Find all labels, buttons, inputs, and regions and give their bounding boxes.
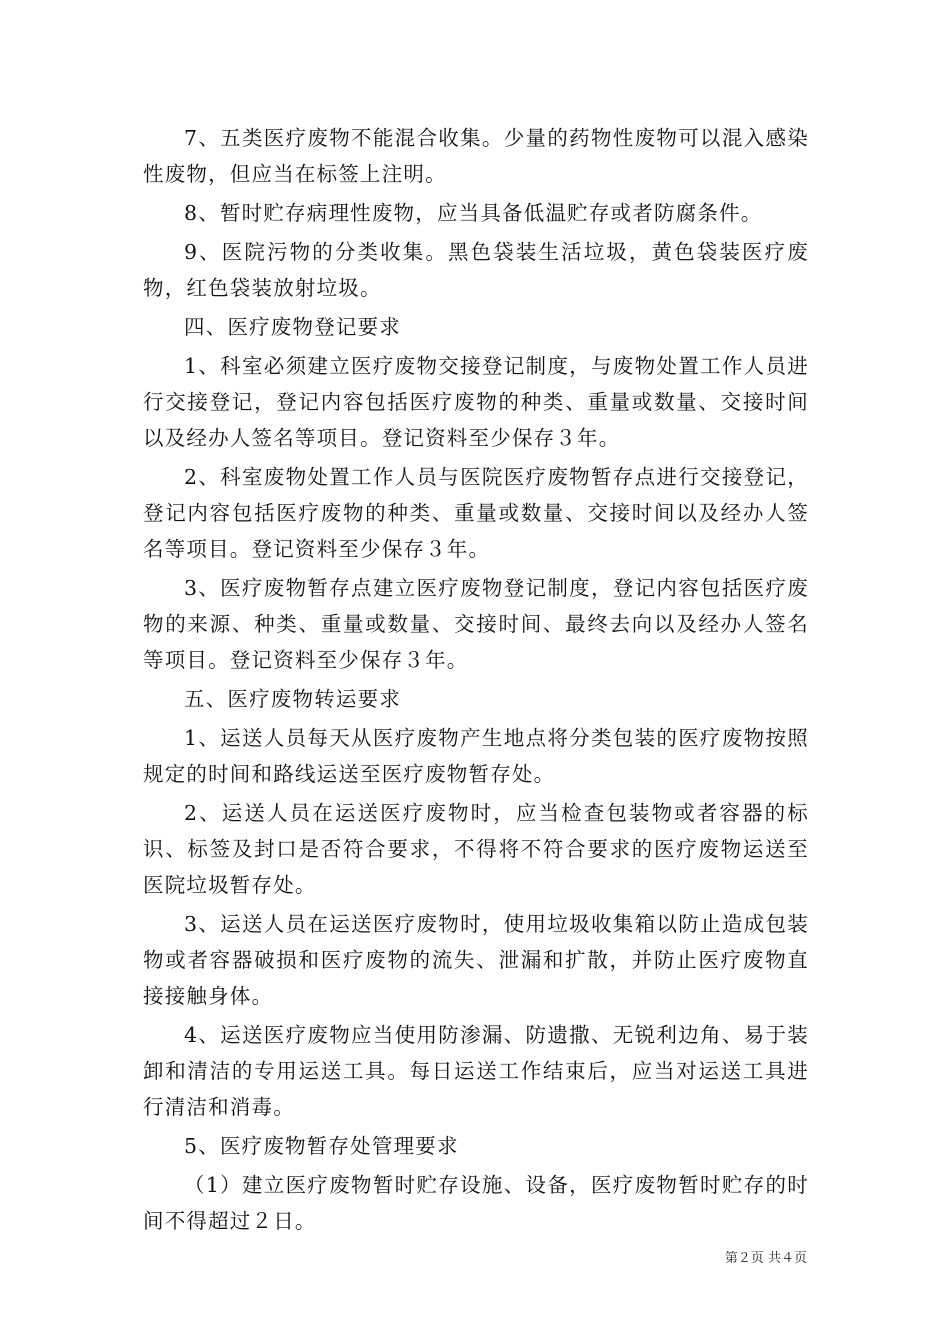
section-heading-registration: 四、医疗废物登记要求 xyxy=(184,315,401,339)
paragraph-storage-1: （1）建立医疗废物暂时贮存设施、设备，医疗废物暂时贮存的时间不得超过２日。 xyxy=(143,1173,809,1233)
paragraph-registration-1: 1、科室必须建立医疗废物交接登记制度，与废物处置工作人员进行交接登记，登记内容包括医疗废物的种类、重量或数量、交接时间以及经办人签名等项目。登记资料至少保存３年。 xyxy=(143,354,809,450)
paragraph-registration-3: 3、医疗废物暂存点建立医疗废物登记制度，登记内容包括医疗废物的来源、种类、重量或数量、交接时间、最终去向以及经办人签名等项目。登记资料至少保存３年。 xyxy=(143,576,809,672)
paragraph-transport-4: 4、运送医疗废物应当使用防渗漏、防遗撒、无锐利边角、易于装卸和清洁的专用运送工具。每日运送工作结束后，应当对运送工具进行清洁和消毒。 xyxy=(143,1023,809,1119)
paragraph-transport-3: 3、运送人员在运送医疗废物时，使用垃圾收集箱以防止造成包装物或者容器破损和医疗废物的流失、泄漏和扩散，并防止医疗废物直接接触身体。 xyxy=(143,912,809,1008)
section-heading-transport: 五、医疗废物转运要求 xyxy=(184,687,401,711)
paragraph-item-7: 7、五类医疗废物不能混合收集。少量的药物性废物可以混入感染性废物，但应当在标签上注明。 xyxy=(143,126,809,186)
page-number: 第２页 共４页 xyxy=(724,1251,807,1266)
document-body xyxy=(143,120,809,1242)
section-heading-storage: 5、医疗废物暂存处管理要求 xyxy=(184,1134,459,1158)
paragraph-registration-2: 2、科室废物处置工作人员与医院医疗废物暂存点进行交接登记，登记内容包括医疗废物的种类、重量或数量、交接时间以及经办人签名等项目。登记资料至少保存３年。 xyxy=(143,465,809,561)
paragraph-item-9: 9、医院污物的分类收集。黑色袋装生活垃圾，黄色袋装医疗废物，红色袋装放射垃圾。 xyxy=(143,240,809,300)
paragraph-transport-1: 1、运送人员每天从医疗废物产生地点将分类包装的医疗废物按照规定的时间和路线运送至医疗废物暂存处。 xyxy=(143,726,809,786)
paragraph-transport-2: 2、运送人员在运送医疗废物时，应当检查包装物或者容器的标识、标签及封口是否符合要求，不得将不符合要求的医疗废物运送至医院垃圾暂存处。 xyxy=(143,801,809,897)
paragraph-item-8: 8、暂时贮存病理性废物，应当具备低温贮存或者防腐条件。 xyxy=(184,201,763,225)
